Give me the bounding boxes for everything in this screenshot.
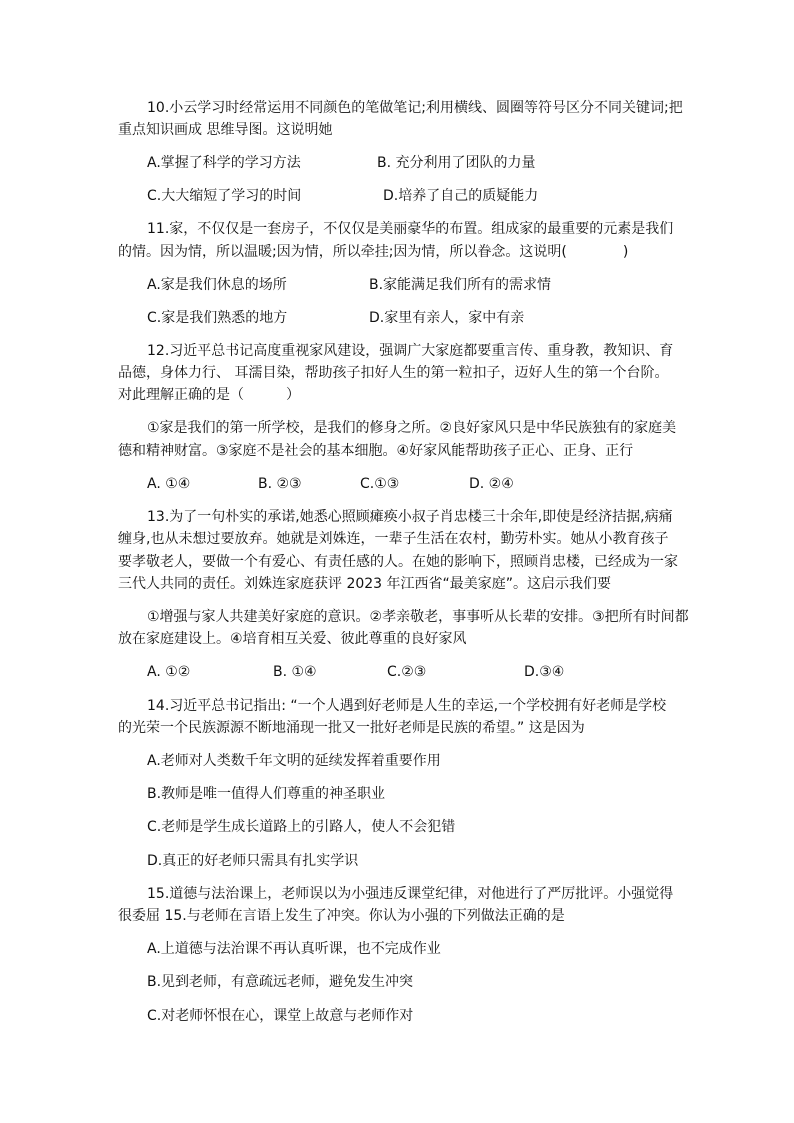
q11-option-d: D.家里有亲人，家中有亲 [369, 310, 525, 326]
q12-stem-line2: 品德，身体力行、 耳濡目染，帮助孩子扣好人生的第一粒扣子，迈好人生的第一个台阶。 [118, 365, 669, 381]
q13-stem-line1: 13.为了一句朴实的承诺,她悉心照顾瘫痪小叔子肖忠楼三十余年,即使是经济拮据,病痛 [147, 509, 673, 525]
q13-statements-line1: ①增强与家人共建美好家庭的意识。②孝亲敬老，事事听从长辈的安排。③把所有时间都 [147, 609, 689, 625]
q13-option-d: D.③④ [524, 664, 565, 680]
q13-option-a: A. ①② [147, 664, 191, 680]
q13-stem-line4: 三代人共同的责任。刘姝连家庭获评 2023 年江西省“最美家庭”。这启示我们要 [118, 576, 612, 592]
q15-option-b: B.见到老师，有意疏远老师，避免发生冲突 [147, 974, 414, 990]
q14-stem-line1: 14.习近平总书记指出: “一个人遇到好老师是人生的幸运,一个学校拥有好老师是学校 [147, 698, 667, 714]
q15-stem-line1: 15.道德与法治课上，老师误以为小强违反课堂纪律，对他进行了严厉批评。小强觉得 [147, 886, 674, 902]
q10-option-c: C.大大缩短了学习的时间 [147, 188, 302, 204]
q10-option-a: A.掌握了科学的学习方法 [147, 155, 301, 171]
q11-stem-line2: 的情。因为情，所以温暖;因为情，所以牵挂;因为情，所以眷念。这说明( ) [118, 244, 629, 260]
q10-option-b: B. 充分利用了团队的力量 [377, 155, 536, 171]
q15-stem-line2: 很委屈 15.与老师在言语上发生了冲突。你认为小强的下列做法正确的是 [118, 908, 565, 924]
q14-option-c: C.老师是学生成长道路上的引路人，使人不会犯错 [147, 819, 456, 835]
q15-option-a: A.上道德与法治课不再认真听课，也不完成作业 [147, 941, 441, 957]
q10-option-d: D.培养了自己的质疑能力 [383, 188, 539, 204]
q13-option-b: B. ①④ [273, 664, 317, 680]
q10-stem-line2: 重点知识画成 思维导图。这说明她 [118, 122, 333, 138]
q13-option-c: C.②③ [387, 664, 427, 680]
q12-option-a: A. ①④ [147, 476, 191, 492]
q12-statements-line1: ①家是我们的第一所学校，是我们的修身之所。②良好家风只是中华民族独有的家庭美 [147, 420, 677, 436]
q12-option-b: B. ②③ [258, 476, 302, 492]
q12-statements-line2: 德和精神财富。③家庭不是社会的基本细胞。④好家风能帮助孩子正心、正身、正行 [118, 443, 634, 459]
q14-option-b: B.教师是唯一值得人们尊重的神圣职业 [147, 786, 386, 802]
q12-option-d: D. ②④ [469, 476, 514, 492]
q12-stem-line3: 对此理解正确的是（ ） [118, 387, 300, 403]
q13-stem-line3: 要孝敬老人，要做一个有爱心、有责任感的人。在她的影响下，照顾肖忠楼，已经成为一家 [118, 554, 678, 570]
q12-stem-line1: 12.习近平总书记高度重视家风建设，强调广大家庭都要重言传、重身教，教知识、育 [147, 343, 674, 359]
q13-statements-line2: 放在家庭建设上。④培育相互关爱、彼此尊重的良好家风 [118, 631, 467, 647]
q12-option-c: C.①③ [360, 476, 400, 492]
q11-option-c: C.家是我们熟悉的地方 [147, 310, 288, 326]
q11-option-a: A.家是我们休息的场所 [147, 277, 287, 293]
q10-stem-line1: 10.小云学习时经常运用不同颜色的笔做笔记;利用横线、圆圈等符号区分不同关键词;把 [147, 100, 683, 116]
q11-option-b: B.家能满足我们所有的需求情 [369, 277, 552, 293]
q14-option-a: A.老师对人类数千年文明的延续发挥着重要作用 [147, 753, 441, 769]
q13-stem-line2: 缠身,也从未想过要放弃。她就是刘姝连，一辈子生活在农村，勤劳朴实。她从小教育孩子 [118, 531, 669, 547]
q15-option-c: C.对老师怀恨在心，课堂上故意与老师作对 [147, 1008, 414, 1024]
q11-stem-line1: 11.家，不仅仅是一套房子，不仅仅是美丽豪华的布置。组成家的最重要的元素是我们 [147, 221, 674, 237]
q14-stem-line2: 的光荣一个民族源源不断地涌现一批又一批好老师是民族的希望。” 这是因为 [118, 720, 585, 736]
q14-option-d: D.真正的好老师只需具有扎实学识 [147, 853, 359, 869]
